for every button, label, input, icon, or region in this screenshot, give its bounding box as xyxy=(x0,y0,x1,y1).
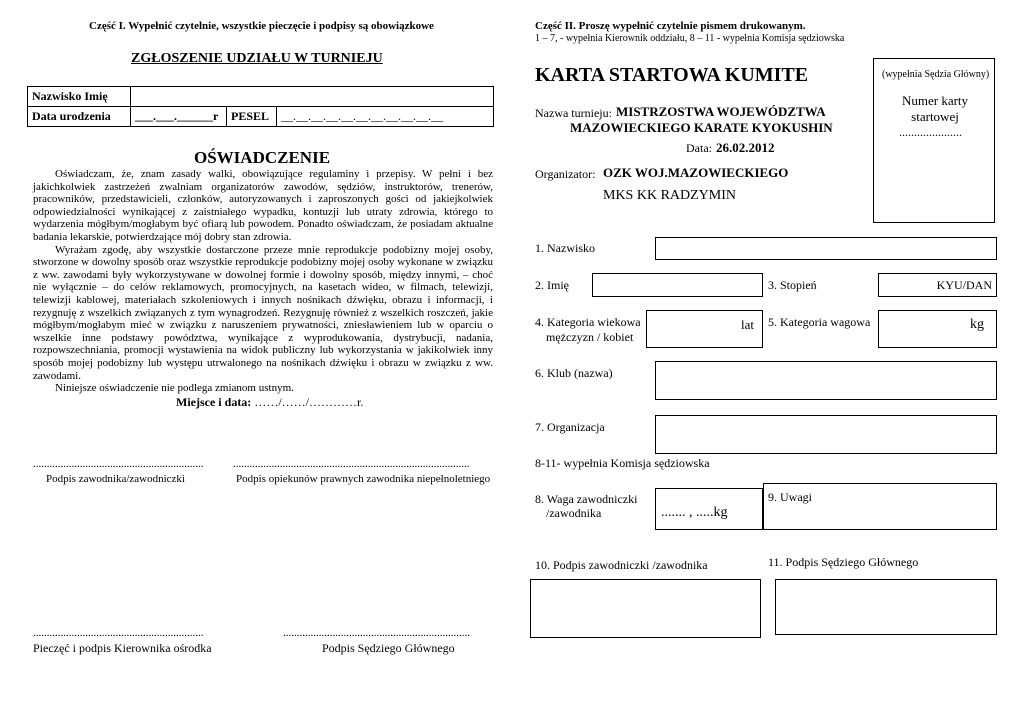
tournament-name-line-1: MISTRZOSTWA WOJEWÓDZTWA xyxy=(616,104,826,119)
card-title: KARTA STARTOWA KUMITE xyxy=(535,64,809,86)
club-label: 6. Klub (nazwa) xyxy=(535,366,613,380)
stamp-label-club-head: Pieczęć i podpis Kierownika ośrodka xyxy=(33,641,212,655)
weight-unit: kg xyxy=(970,317,984,332)
place-date-field[interactable]: ……/……/…………r. xyxy=(254,395,364,409)
judges-committee-note: 8-11- wypełnia Komisja sędziowska xyxy=(535,456,710,470)
signature-label-guardians: Podpis opiekunów prawnych zawodnika niepełnoletniego xyxy=(236,473,491,485)
competitor-weight-label-2: /zawodnika xyxy=(546,506,602,520)
weight-category-field[interactable] xyxy=(878,310,997,348)
tournament-name-line-2: MAZOWIECKIEGO KARATE KYOKUSHIN xyxy=(570,120,833,135)
signature-line-competitor[interactable]: .............................................................. xyxy=(33,458,204,470)
competitor-signature-label: 10. Podpis zawodniczki /zawodnika xyxy=(535,558,708,572)
remarks-label: 9. Uwagi xyxy=(768,490,812,504)
place-date xyxy=(176,395,363,410)
age-category-label: 4. Kategoria wiekowa xyxy=(535,315,641,329)
surname-field[interactable] xyxy=(655,237,997,260)
card-number-box[interactable] xyxy=(873,58,995,223)
grade-field[interactable] xyxy=(878,273,997,297)
pesel-field[interactable]: __.__.__.__.__.__.__.__.__.__.__ xyxy=(277,107,494,127)
age-category-gender-label: mężczyzn / kobiet xyxy=(546,330,634,344)
date-label: Data: xyxy=(686,141,712,155)
card-number-dots: ..................... xyxy=(899,125,962,139)
tournament-date xyxy=(686,139,775,157)
weight-category-label: 5. Kategoria wagowa xyxy=(768,315,871,329)
name-field[interactable] xyxy=(131,87,494,107)
age-unit: lat xyxy=(741,317,754,332)
signature-line-chief-judge[interactable]: .................................................................... xyxy=(283,627,470,639)
personal-data-table xyxy=(27,86,494,127)
signature-line-club-head[interactable]: .............................................................. xyxy=(33,627,204,639)
judge-fill-note: (wypełnia Sędzia Główny) xyxy=(882,69,990,80)
competitor-weight-label: 8. Waga zawodniczki xyxy=(535,492,638,506)
declaration-text xyxy=(33,168,493,395)
declaration-paragraph-1: Oświadczam, że, znam zasady walki, obowiązujące regulaminy i przepisy. W pełni i bez jakichkolwiek zastrzeżeń zwalniam organizatorów zawodów, sędziów, instruktorów, trenerów, pracowników, przedstawicieli, członków, autoryzowanych i zaproszonych gości od jakiejkolwiek odpowiedzialności wynikającej z zaistniałego wypadku, kontuzji lub utraty zdrowia, którego to wydarzenia mógłbym/mogłabym być ofiarą lub powodem. Ponadto oświadczam, że posiadam aktualne badania lekarskie, potwierdzające mój dobry stan zdrowia. xyxy=(33,168,493,243)
organizer-line-2: MKS KK RADZYMIN xyxy=(603,188,737,203)
organization-field[interactable] xyxy=(655,415,997,454)
signature-label-competitor: Podpis zawodnika/zawodniczki xyxy=(46,473,185,485)
organization-label: 7. Organizacja xyxy=(535,420,605,434)
place-date-label: Miejsce i data: xyxy=(176,395,252,409)
name-label: Nazwisko Imię xyxy=(28,87,131,107)
dob-label: Data urodzenia xyxy=(28,107,131,127)
part-two-subheader: 1 – 7, - wypełnia Kierownik oddziału, 8 – 11 - wypełnia Komisja sędziowska xyxy=(535,33,845,44)
date-value: 26.02.2012 xyxy=(716,140,775,155)
part-one-header: Część I. Wypełnić czytelnie, wszystkie pieczęcie i podpisy są obowiązkowe xyxy=(89,20,434,32)
form-title: ZGŁOSZENIE UDZIAŁU W TURNIEJU xyxy=(131,51,383,66)
competitor-weight-field[interactable] xyxy=(655,488,763,530)
first-name-label: 2. Imię xyxy=(535,278,569,292)
chief-judge-signature-field[interactable] xyxy=(775,579,997,635)
remarks-field[interactable] xyxy=(763,483,997,530)
declaration-paragraph-3: Niniejsze oświadczenie nie podlega zmianom ustnym. xyxy=(55,382,294,395)
organizer-line-1: OZK WOJ.MAZOWIECKIEGO xyxy=(603,165,789,180)
grade-unit: KYU/DAN xyxy=(936,278,992,292)
dob-field[interactable]: ___.___.______r xyxy=(131,107,227,127)
signature-line-guardians[interactable]: ...................................................................................... xyxy=(233,458,470,470)
tournament-label: Nazwa turnieju: xyxy=(535,106,612,120)
signature-label-chief-judge: Podpis Sędziego Głównego xyxy=(322,641,455,655)
pesel-label: PESEL xyxy=(227,107,277,127)
card-number-label: Numer karty startowej xyxy=(901,93,969,124)
club-field[interactable] xyxy=(655,361,997,400)
competitor-weight-value: ....... , .....kg xyxy=(661,505,728,520)
declaration-title: OŚWIADCZENIE xyxy=(194,148,331,167)
grade-label: 3. Stopień xyxy=(768,278,817,292)
first-name-field[interactable] xyxy=(592,273,763,297)
competitor-signature-field[interactable] xyxy=(530,579,761,638)
organizer-label: Organizator: xyxy=(535,167,596,181)
declaration-paragraph-2: Wyrażam zgodę, aby wszystkie dostarczone przeze mnie reprodukcje podobizny mojej osoby, stworzone w dowolny sposób oraz wszystkie reprodukcje podobizny mojej osoby wykonane w związku z ww. zawodami były wykorzystywane w dowolnej formie i dowolny sposób, między innymi, – choć nie wyłącznie – do celów reklamowych, promocyjnych, na kasetach wideo, w filmach, telewizji, telewizji kablowej, materiałach szkoleniowych i innych nośnikach dźwięku, obrazu i informacji, i rezygnuję z wszelkich związanych z tym wynagrodzeń. Rezygnuję również z wszelkich roszczeń, jakie mógłbym/mogłabym mieć w związku z naruszeniem prywatności, zniesławieniem lub w oparciu o wszelkie inne podstawy powództwa, wynikające z wyprodukowania, dystrybucji, nadania, rozpowszechniania, promocji wystawienia na widok publiczny lub wykorzystania w jakikolwiek inny sposób mojej podobizny lub występu utrwalonego na nośnikach dźwięku i obrazu w związku z ww. zawodami. xyxy=(33,243,493,382)
age-category-field[interactable] xyxy=(646,310,763,348)
chief-judge-signature-label: 11. Podpis Sędziego Głównego xyxy=(768,555,919,569)
part-two-header: Część II. Proszę wypełnić czytelnie pismem drukowanym. xyxy=(535,20,806,32)
surname-label: 1. Nazwisko xyxy=(535,241,595,255)
